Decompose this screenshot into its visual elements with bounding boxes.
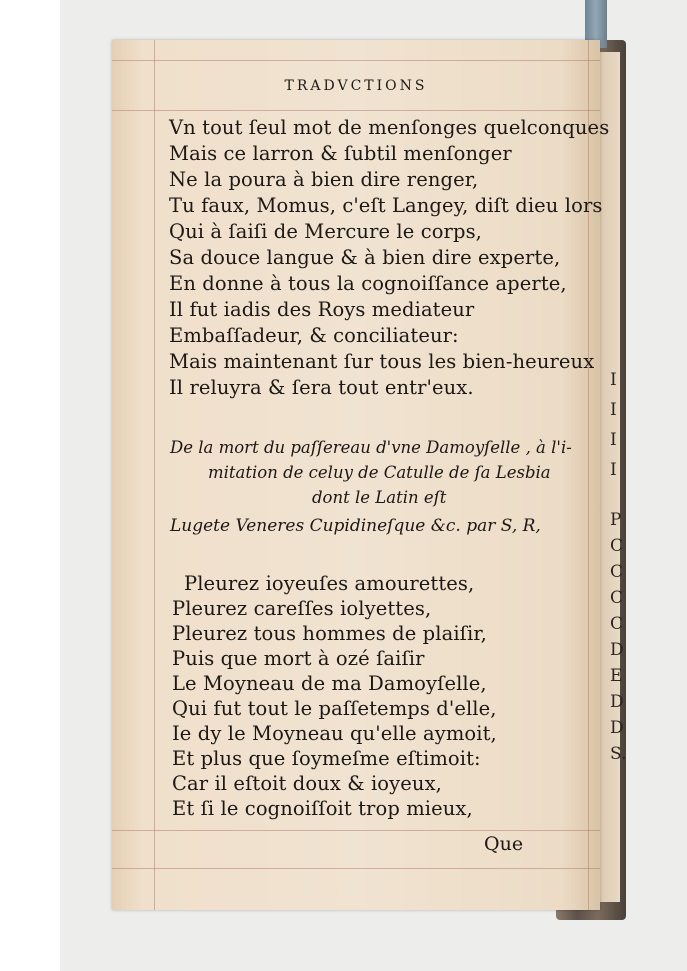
running-head: TRADVCTIONS <box>284 78 428 94</box>
title-line: De la mort du paſſereau d'vne Damoyſelle , à l'i- <box>170 438 572 457</box>
facing-page-letter: I <box>610 400 617 420</box>
verse-line: En donne à tous la cognoiſſance aperte, <box>169 272 567 295</box>
facing-page-letter: D <box>610 718 624 738</box>
verse-line: Embaſſadeur, & conciliateur: <box>169 324 459 347</box>
verse-line: Vn tout ſeul mot de menſonges quelconques <box>169 116 610 139</box>
title-line: dont le Latin eſt <box>312 488 447 507</box>
facing-page-letter: I <box>610 370 617 390</box>
verse-line: Pleurez tous hommes de plaiſir, <box>172 622 487 645</box>
verse-line: Qui à ſaiſi de Mercure le corps, <box>169 220 482 243</box>
facing-page-letter: S. <box>610 744 627 764</box>
verse-line: Ne la poura à bien dire renger, <box>169 168 479 191</box>
facing-page-letter: C <box>610 562 624 582</box>
facing-page-letter: C <box>610 536 624 556</box>
verse-line: Ie dy le Moyneau qu'elle aymoit, <box>172 722 497 745</box>
ruled-line <box>112 868 600 869</box>
verse-line: Mais maintenant ſur tous les bien-heureux <box>169 350 595 373</box>
facing-page-letter: D <box>610 640 624 660</box>
ruled-line <box>112 830 600 831</box>
verse-line: Il reluyra & ſera tout entr'eux. <box>169 376 474 399</box>
verse-line: Qui fut tout le paſſetemps d'elle, <box>172 697 497 720</box>
facing-page-letter: C <box>610 588 624 608</box>
ruled-line <box>588 40 589 910</box>
ruled-line <box>112 60 600 61</box>
verse-line: Et ſi le cognoiſſoit trop mieux, <box>172 797 473 820</box>
verse-line: Pleurez careſſes iolyettes, <box>172 597 432 620</box>
verse-line: Puis que mort à ozé ſaiſir <box>172 647 425 670</box>
verse-line: Tu faux, Momus, c'eſt Langey, diſt dieu lors <box>169 194 603 217</box>
verse-line: Pleurez ioyeuſes amourettes, <box>184 572 475 595</box>
verse-line: Et plus que ſoymeſme eſtimoit: <box>172 747 481 770</box>
verse-line: Car il eſtoit doux & ioyeux, <box>172 772 442 795</box>
verse-line: Mais ce larron & ſubtil menſonger <box>169 142 512 165</box>
facing-page-letter: I <box>610 430 617 450</box>
ruled-line <box>112 110 600 111</box>
facing-page-letter: D <box>610 692 624 712</box>
facing-page-letter: E <box>610 666 623 686</box>
facing-page-letter: I <box>610 460 617 480</box>
title-line: mitation de celuy de Catulle de ſa Lesbia <box>208 463 551 482</box>
ruled-line <box>154 40 155 910</box>
catchword: Que <box>484 833 524 855</box>
facing-page-letter: P <box>610 510 622 530</box>
title-line: Lugete Veneres Cupidineſque &c. par S, R, <box>170 516 541 536</box>
verse-line: Sa douce langue & à bien dire experte, <box>169 246 561 269</box>
facing-page-letter: C <box>610 614 624 634</box>
verse-line: Le Moyneau de ma Damoyſelle, <box>172 672 487 695</box>
verse-line: Il fut iadis des Roys mediateur <box>169 298 475 321</box>
book-page <box>112 40 610 910</box>
